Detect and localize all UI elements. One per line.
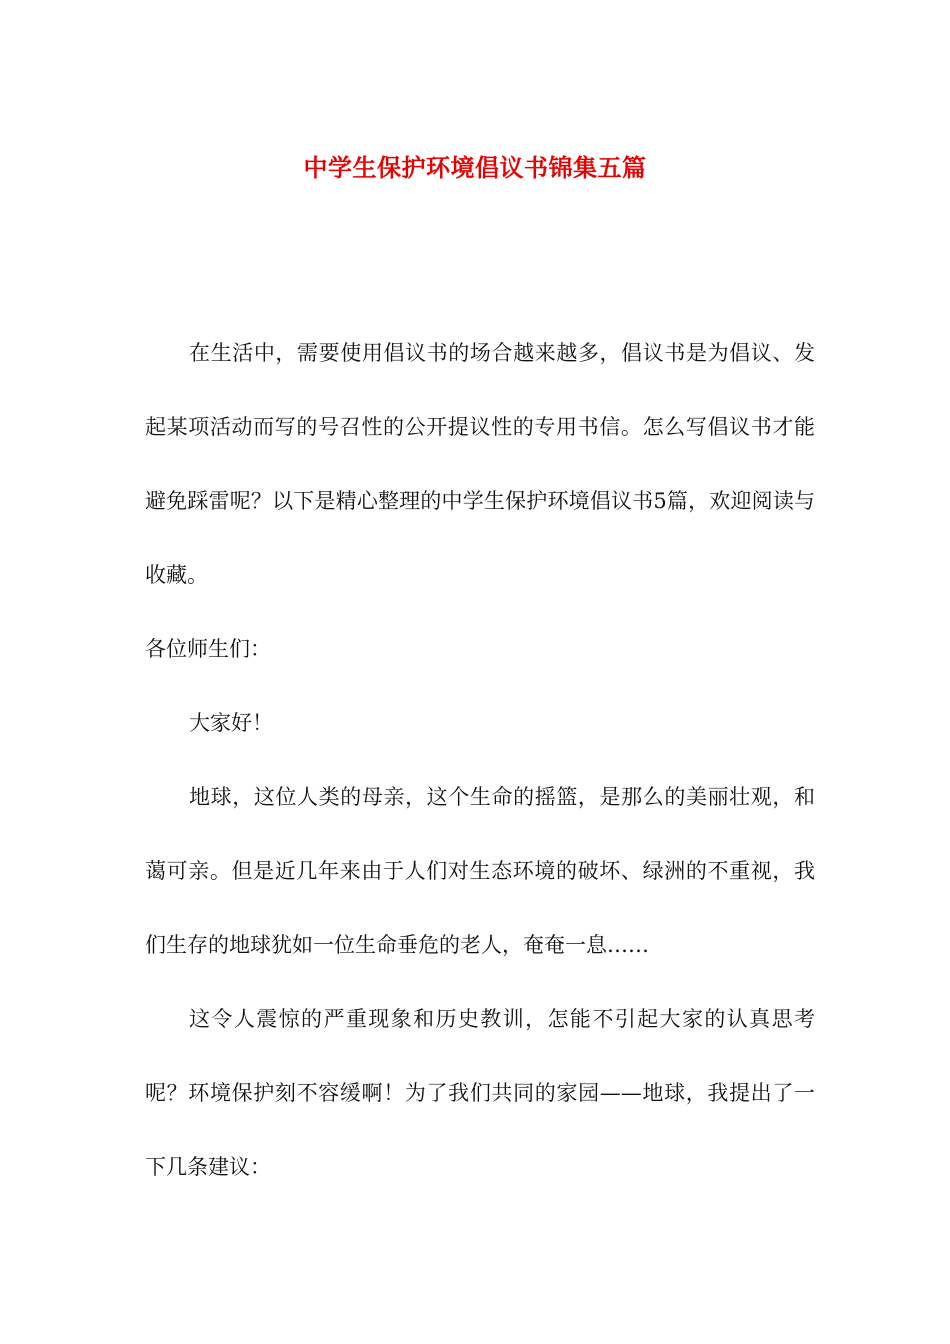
paragraph-intro: 在生活中，需要使用倡议书的场合越来越多，倡议书是为倡议、发起某项活动而写的号召性的公开提议性的专用书信。怎么写倡议书才能避免踩雷呢？以下是精心整理的中学生保护环境倡议书5篇，欢迎阅读与收藏。 xyxy=(145,341,815,587)
document-title: 中学生保护环境倡议书锦集五篇 xyxy=(303,153,647,183)
paragraph-earth: 地球，这位人类的母亲，这个生命的摇篮，是那么的美丽壮观，和蔼可亲。但是近几年来由于人们对生态环境的破坏、绿洲的不重视，我们生存的地球犹如一位生命垂危的老人，奄奄一息…… xyxy=(145,785,815,957)
paragraph-greeting: 大家好！ xyxy=(189,711,273,735)
paragraph-proposal: 这令人震惊的严重现象和历史教训，怎能不引起大家的认真思考呢？环境保护刻不容缓啊！为了我们共同的家园——地球，我提出了一下几条建议： xyxy=(145,1007,815,1179)
paragraph-salutation: 各位师生们： xyxy=(145,637,271,661)
document-body xyxy=(145,316,815,1204)
